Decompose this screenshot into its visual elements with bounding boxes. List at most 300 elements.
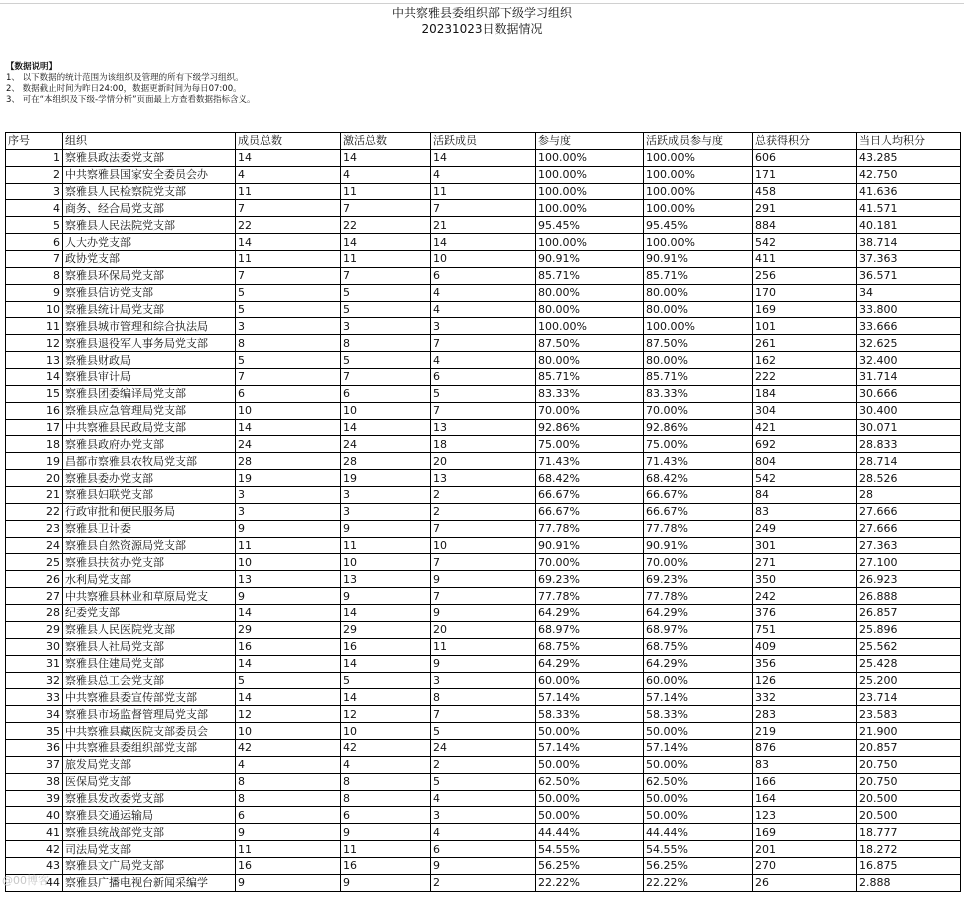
row-index: 26 [6, 571, 63, 588]
activated-count: 11 [341, 537, 431, 554]
participation: 66.67% [536, 503, 644, 520]
total-points: 169 [753, 301, 857, 318]
total-points: 411 [753, 251, 857, 268]
member-count: 4 [236, 756, 341, 773]
avg-points: 41.636 [857, 183, 961, 200]
activated-count: 9 [341, 874, 431, 891]
active-participation: 75.00% [644, 436, 753, 453]
active-members: 9 [431, 857, 536, 874]
col-header-active: 活跃成员 [431, 133, 536, 150]
avg-points: 25.428 [857, 655, 961, 672]
notes-line: 2、 数据截止时间为昨日24:00，数据更新时间为每日07:00。 [6, 84, 242, 94]
active-participation: 68.97% [644, 621, 753, 638]
participation: 87.50% [536, 335, 644, 352]
member-count: 14 [236, 234, 341, 251]
member-count: 8 [236, 335, 341, 352]
table-row [6, 571, 961, 588]
col-header-org: 组织 [63, 133, 236, 150]
active-members: 6 [431, 841, 536, 858]
table-row [6, 689, 961, 706]
member-count: 14 [236, 149, 341, 166]
avg-points: 32.625 [857, 335, 961, 352]
active-members: 3 [431, 672, 536, 689]
notes-title: 【数据说明】 [6, 62, 58, 72]
row-index: 6 [6, 234, 63, 251]
table-row [6, 301, 961, 318]
row-index: 40 [6, 807, 63, 824]
active-participation: 54.55% [644, 841, 753, 858]
participation: 85.71% [536, 267, 644, 284]
member-count: 5 [236, 672, 341, 689]
member-count: 10 [236, 723, 341, 740]
active-participation: 80.00% [644, 284, 753, 301]
row-index: 17 [6, 419, 63, 436]
activated-count: 11 [341, 841, 431, 858]
active-participation: 100.00% [644, 149, 753, 166]
activated-count: 14 [341, 149, 431, 166]
table-row [6, 841, 961, 858]
total-points: 249 [753, 520, 857, 537]
active-participation: 71.43% [644, 453, 753, 470]
active-participation: 50.00% [644, 807, 753, 824]
activated-count: 5 [341, 284, 431, 301]
active-members: 7 [431, 200, 536, 217]
activated-count: 11 [341, 251, 431, 268]
active-members: 11 [431, 638, 536, 655]
avg-points: 26.888 [857, 588, 961, 605]
org-name: 中共察雅县国家安全委员会办 [63, 166, 236, 183]
table-row [6, 857, 961, 874]
participation: 50.00% [536, 756, 644, 773]
table-row [6, 605, 961, 622]
avg-points: 21.900 [857, 723, 961, 740]
org-name: 察雅县信访党支部 [63, 284, 236, 301]
org-name: 中共察雅县民政局党支部 [63, 419, 236, 436]
member-count: 8 [236, 790, 341, 807]
total-points: 219 [753, 723, 857, 740]
member-count: 9 [236, 588, 341, 605]
org-name: 察雅县扶贫办党支部 [63, 554, 236, 571]
avg-points: 27.666 [857, 503, 961, 520]
org-name: 政协党支部 [63, 251, 236, 268]
avg-points: 23.583 [857, 706, 961, 723]
table-row [6, 470, 961, 487]
participation: 56.25% [536, 857, 644, 874]
activated-count: 11 [341, 183, 431, 200]
avg-points: 30.666 [857, 385, 961, 402]
total-points: 26 [753, 874, 857, 891]
total-points: 84 [753, 487, 857, 504]
active-members: 8 [431, 689, 536, 706]
avg-points: 16.875 [857, 857, 961, 874]
active-participation: 70.00% [644, 402, 753, 419]
participation: 100.00% [536, 234, 644, 251]
active-members: 4 [431, 301, 536, 318]
member-count: 19 [236, 470, 341, 487]
row-index: 37 [6, 756, 63, 773]
total-points: 376 [753, 605, 857, 622]
avg-points: 28.833 [857, 436, 961, 453]
org-name: 察雅县政府办党支部 [63, 436, 236, 453]
activated-count: 9 [341, 824, 431, 841]
table-row [6, 453, 961, 470]
row-index: 42 [6, 841, 63, 858]
activated-count: 3 [341, 487, 431, 504]
col-header-avg-points: 当日人均积分 [857, 133, 961, 150]
active-members: 3 [431, 318, 536, 335]
table-row [6, 166, 961, 183]
active-members: 5 [431, 773, 536, 790]
data-notes [6, 62, 256, 106]
activated-count: 10 [341, 723, 431, 740]
participation: 100.00% [536, 318, 644, 335]
avg-points: 25.200 [857, 672, 961, 689]
page-subtitle: 20231023日数据情况 [421, 22, 543, 36]
activated-count: 29 [341, 621, 431, 638]
avg-points: 27.100 [857, 554, 961, 571]
activated-count: 14 [341, 689, 431, 706]
member-count: 3 [236, 487, 341, 504]
table-row [6, 874, 961, 891]
row-index: 7 [6, 251, 63, 268]
active-members: 7 [431, 554, 536, 571]
org-name: 察雅县交通运输局 [63, 807, 236, 824]
active-participation: 68.75% [644, 638, 753, 655]
participation: 95.45% [536, 217, 644, 234]
row-index: 44 [6, 874, 63, 891]
active-members: 7 [431, 588, 536, 605]
participation: 54.55% [536, 841, 644, 858]
avg-points: 2.888 [857, 874, 961, 891]
member-count: 42 [236, 739, 341, 756]
activated-count: 8 [341, 790, 431, 807]
active-participation: 85.71% [644, 369, 753, 386]
table-row [6, 621, 961, 638]
participation: 100.00% [536, 183, 644, 200]
activated-count: 10 [341, 402, 431, 419]
total-points: 184 [753, 385, 857, 402]
org-name: 昌都市察雅县农牧局党支部 [63, 453, 236, 470]
org-name: 察雅县妇联党支部 [63, 487, 236, 504]
member-count: 6 [236, 385, 341, 402]
active-members: 20 [431, 621, 536, 638]
total-points: 169 [753, 824, 857, 841]
active-participation: 100.00% [644, 200, 753, 217]
active-participation: 70.00% [644, 554, 753, 571]
active-participation: 85.71% [644, 267, 753, 284]
row-index: 18 [6, 436, 63, 453]
participation: 50.00% [536, 807, 644, 824]
org-name: 医保局党支部 [63, 773, 236, 790]
row-index: 8 [6, 267, 63, 284]
total-points: 171 [753, 166, 857, 183]
watermark: @00博客 [2, 874, 49, 887]
table-header-row [6, 133, 961, 150]
row-index: 28 [6, 605, 63, 622]
org-name: 中共察雅县委宣传部党支部 [63, 689, 236, 706]
activated-count: 9 [341, 520, 431, 537]
member-count: 13 [236, 571, 341, 588]
table-row [6, 503, 961, 520]
activated-count: 22 [341, 217, 431, 234]
row-index: 35 [6, 723, 63, 740]
org-name: 察雅县城市管理和综合执法局 [63, 318, 236, 335]
activated-count: 7 [341, 267, 431, 284]
row-index: 29 [6, 621, 63, 638]
participation: 57.14% [536, 689, 644, 706]
active-members: 7 [431, 520, 536, 537]
participation: 77.78% [536, 588, 644, 605]
active-members: 21 [431, 217, 536, 234]
table-row [6, 251, 961, 268]
avg-points: 25.896 [857, 621, 961, 638]
member-count: 11 [236, 537, 341, 554]
participation: 58.33% [536, 706, 644, 723]
active-members: 9 [431, 655, 536, 672]
row-index: 39 [6, 790, 63, 807]
avg-points: 41.571 [857, 200, 961, 217]
activated-count: 14 [341, 605, 431, 622]
table-row [6, 200, 961, 217]
active-members: 7 [431, 402, 536, 419]
activated-count: 14 [341, 419, 431, 436]
active-members: 4 [431, 824, 536, 841]
row-index: 34 [6, 706, 63, 723]
avg-points: 18.272 [857, 841, 961, 858]
total-points: 83 [753, 503, 857, 520]
avg-points: 32.400 [857, 352, 961, 369]
top-border [0, 3, 964, 4]
activated-count: 28 [341, 453, 431, 470]
active-participation: 60.00% [644, 672, 753, 689]
row-index: 41 [6, 824, 63, 841]
row-index: 43 [6, 857, 63, 874]
total-points: 751 [753, 621, 857, 638]
row-index: 11 [6, 318, 63, 335]
active-members: 9 [431, 571, 536, 588]
participation: 50.00% [536, 790, 644, 807]
avg-points: 28.714 [857, 453, 961, 470]
table-row [6, 369, 961, 386]
active-members: 24 [431, 739, 536, 756]
org-name: 察雅县总工会党支部 [63, 672, 236, 689]
total-points: 126 [753, 672, 857, 689]
table-row [6, 402, 961, 419]
member-count: 8 [236, 773, 341, 790]
avg-points: 20.857 [857, 739, 961, 756]
active-participation: 100.00% [644, 166, 753, 183]
org-name: 人大办党支部 [63, 234, 236, 251]
participation: 90.91% [536, 537, 644, 554]
col-header-total-points: 总获得积分 [753, 133, 857, 150]
org-name: 察雅县自然资源局党支部 [63, 537, 236, 554]
avg-points: 40.181 [857, 217, 961, 234]
notes-line: 1、 以下数据的统计范围为该组织及管理的所有下级学习组织。 [6, 73, 244, 83]
active-members: 7 [431, 706, 536, 723]
table-row [6, 554, 961, 571]
active-members: 2 [431, 487, 536, 504]
activated-count: 5 [341, 352, 431, 369]
activated-count: 6 [341, 385, 431, 402]
participation: 70.00% [536, 402, 644, 419]
table-row [6, 318, 961, 335]
total-points: 409 [753, 638, 857, 655]
stats-table [5, 132, 961, 892]
org-name: 察雅县团委编译局党支部 [63, 385, 236, 402]
total-points: 261 [753, 335, 857, 352]
table-row [6, 790, 961, 807]
participation: 100.00% [536, 166, 644, 183]
active-members: 4 [431, 166, 536, 183]
activated-count: 10 [341, 554, 431, 571]
member-count: 5 [236, 352, 341, 369]
participation: 64.29% [536, 605, 644, 622]
active-participation: 56.25% [644, 857, 753, 874]
total-points: 356 [753, 655, 857, 672]
active-participation: 90.91% [644, 251, 753, 268]
total-points: 283 [753, 706, 857, 723]
active-participation: 100.00% [644, 318, 753, 335]
total-points: 201 [753, 841, 857, 858]
total-points: 101 [753, 318, 857, 335]
active-members: 7 [431, 335, 536, 352]
avg-points: 31.714 [857, 369, 961, 386]
active-members: 9 [431, 605, 536, 622]
active-members: 14 [431, 234, 536, 251]
avg-points: 42.750 [857, 166, 961, 183]
total-points: 270 [753, 857, 857, 874]
participation: 57.14% [536, 739, 644, 756]
active-participation: 50.00% [644, 756, 753, 773]
member-count: 3 [236, 503, 341, 520]
active-participation: 22.22% [644, 874, 753, 891]
table-row [6, 284, 961, 301]
org-name: 商务、经合局党支部 [63, 200, 236, 217]
row-index: 25 [6, 554, 63, 571]
participation: 80.00% [536, 352, 644, 369]
org-name: 水利局党支部 [63, 571, 236, 588]
participation: 70.00% [536, 554, 644, 571]
total-points: 542 [753, 234, 857, 251]
row-index: 24 [6, 537, 63, 554]
org-name: 中共察雅县委组织部党支部 [63, 739, 236, 756]
row-index: 9 [6, 284, 63, 301]
member-count: 7 [236, 267, 341, 284]
avg-points: 27.666 [857, 520, 961, 537]
org-name: 行政审批和便民服务局 [63, 503, 236, 520]
participation: 71.43% [536, 453, 644, 470]
table-row [6, 436, 961, 453]
table-row [6, 739, 961, 756]
row-index: 1 [6, 149, 63, 166]
active-participation: 44.44% [644, 824, 753, 841]
active-members: 18 [431, 436, 536, 453]
activated-count: 9 [341, 588, 431, 605]
table-row [6, 588, 961, 605]
table-row [6, 723, 961, 740]
table-row [6, 655, 961, 672]
total-points: 123 [753, 807, 857, 824]
org-name: 旅发局党支部 [63, 756, 236, 773]
active-members: 6 [431, 267, 536, 284]
active-participation: 66.67% [644, 487, 753, 504]
table-row [6, 756, 961, 773]
table-row [6, 385, 961, 402]
member-count: 3 [236, 318, 341, 335]
member-count: 11 [236, 251, 341, 268]
avg-points: 20.500 [857, 807, 961, 824]
org-name: 察雅县住建局党支部 [63, 655, 236, 672]
total-points: 291 [753, 200, 857, 217]
row-index: 22 [6, 503, 63, 520]
participation: 44.44% [536, 824, 644, 841]
row-index: 13 [6, 352, 63, 369]
member-count: 14 [236, 419, 341, 436]
participation: 22.22% [536, 874, 644, 891]
activated-count: 19 [341, 470, 431, 487]
total-points: 170 [753, 284, 857, 301]
org-name: 察雅县发改委党支部 [63, 790, 236, 807]
total-points: 421 [753, 419, 857, 436]
page-title: 中共察雅县委组织部下级学习组织 [391, 6, 572, 20]
avg-points: 30.400 [857, 402, 961, 419]
active-participation: 68.42% [644, 470, 753, 487]
avg-points: 28.526 [857, 470, 961, 487]
row-index: 21 [6, 487, 63, 504]
row-index: 27 [6, 588, 63, 605]
row-index: 32 [6, 672, 63, 689]
member-count: 4 [236, 166, 341, 183]
col-header-activated: 激活总数 [341, 133, 431, 150]
avg-points: 38.714 [857, 234, 961, 251]
avg-points: 33.666 [857, 318, 961, 335]
member-count: 16 [236, 638, 341, 655]
row-index: 33 [6, 689, 63, 706]
total-points: 606 [753, 149, 857, 166]
row-index: 30 [6, 638, 63, 655]
org-name: 察雅县卫计委 [63, 520, 236, 537]
active-participation: 62.50% [644, 773, 753, 790]
row-index: 20 [6, 470, 63, 487]
member-count: 14 [236, 655, 341, 672]
table-row [6, 537, 961, 554]
activated-count: 5 [341, 672, 431, 689]
participation: 100.00% [536, 149, 644, 166]
row-index: 2 [6, 166, 63, 183]
participation: 62.50% [536, 773, 644, 790]
org-name: 察雅县委办党支部 [63, 470, 236, 487]
row-index: 15 [6, 385, 63, 402]
org-name: 察雅县人民检察院党支部 [63, 183, 236, 200]
member-count: 24 [236, 436, 341, 453]
org-name: 察雅县审计局 [63, 369, 236, 386]
participation: 64.29% [536, 655, 644, 672]
total-points: 304 [753, 402, 857, 419]
active-members: 5 [431, 385, 536, 402]
active-participation: 77.78% [644, 588, 753, 605]
active-participation: 87.50% [644, 335, 753, 352]
participation: 77.78% [536, 520, 644, 537]
member-count: 14 [236, 689, 341, 706]
active-members: 13 [431, 470, 536, 487]
activated-count: 13 [341, 571, 431, 588]
avg-points: 26.857 [857, 605, 961, 622]
member-count: 14 [236, 605, 341, 622]
member-count: 6 [236, 807, 341, 824]
active-members: 10 [431, 537, 536, 554]
activated-count: 8 [341, 773, 431, 790]
active-members: 2 [431, 756, 536, 773]
